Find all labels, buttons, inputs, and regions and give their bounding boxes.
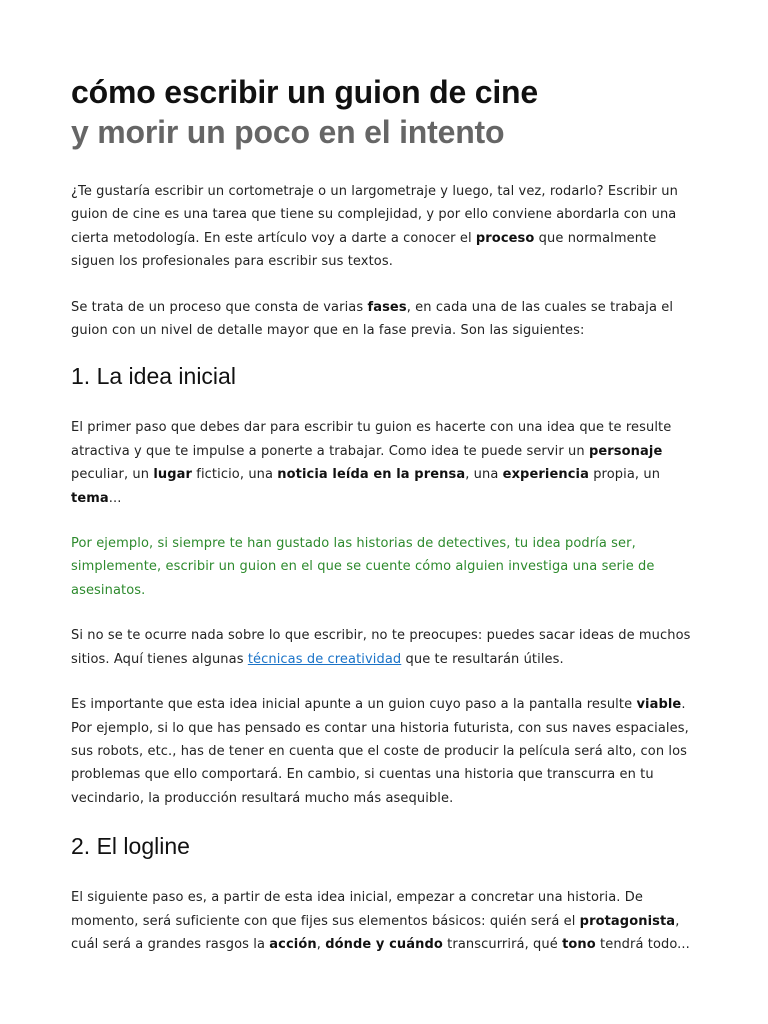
text-run: ¿Te gustaría escribir un cortometraje o un largometraje y luego, tal vez, rodarlo? Escribir un guion de cine es una tarea que tiene su complejidad, y por ello conviene abordarla con una cierta metodología. En este artículo voy a darte a conocer el (71, 184, 678, 246)
bold-text: fases (367, 299, 407, 315)
section1-paragraph-1 (71, 416, 697, 510)
bold-text: protagonista (579, 913, 676, 929)
bold-text: dónde y cuándo (325, 936, 443, 952)
text-run: que te resultarán útiles. (401, 651, 564, 667)
bold-text: tema (71, 490, 109, 506)
text-run: Es importante que esta idea inicial apunte a un guion cuyo paso a la pantalla resulte (71, 697, 637, 713)
text-run: , una (465, 467, 503, 483)
text-run: transcurrirá, qué (442, 936, 563, 952)
bold-text: proceso (475, 230, 535, 246)
intro-paragraph-1 (71, 180, 697, 274)
bold-text: viable (636, 697, 682, 713)
article-title (71, 72, 697, 152)
bold-text: experiencia (502, 467, 589, 483)
text-run: , cuál será a grandes rasgos la (71, 913, 680, 952)
text-run: ... (108, 490, 122, 506)
text-run: El primer paso que debes dar para escribir tu guion es hacerte con una idea que te resulte atractiva y que te impulse a ponerte a trabajar. Como idea te puede servir un (71, 420, 672, 459)
section1-paragraph-3 (71, 624, 697, 671)
text-run: El siguiente paso es, a partir de esta idea inicial, empezar a concretar una historia. De momento, será suficiente con que fijes sus elementos básicos: quién será el (71, 890, 643, 929)
text-run: que normalmente siguen los profesionales para escribir sus textos. (71, 230, 657, 270)
section-heading-idea-inicial: 1. La idea inicial (71, 363, 236, 390)
creativity-techniques-link[interactable]: técnicas de creatividad (247, 651, 402, 667)
bold-text: lugar (153, 467, 193, 483)
text-run: propia, un (588, 467, 661, 483)
text-run: peculiar, un (71, 467, 154, 483)
text-run: . Por ejemplo, si lo que has pensado es contar una historia futurista, con sus naves espaciales, sus robots, etc., has de tener en cuenta que el coste de producir la película será alto, con los problemas que ello comportará. En cambio, si cuentas una historia que transcurra en tu vecindario, la producción resultará mucho más asequible. (71, 697, 689, 806)
bold-text: personaje (588, 443, 663, 459)
text-run: tendrá todo... (595, 936, 690, 952)
section-heading-logline: 2. El logline (71, 833, 190, 860)
section1-paragraph-4 (71, 693, 697, 810)
text-run: , en cada una de las cuales se trabaja el guion con un nivel de detalle mayor que en la fase previa. Son las siguientes: (71, 299, 674, 339)
bold-text: tono (562, 936, 596, 952)
example-paragraph: Por ejemplo, si siempre te han gustado las historias de detectives, tu idea podría ser, simplemente, escribir un guion en el que se cuente cómo alguien investiga una serie de asesinatos. (71, 536, 655, 598)
title-line-2: y morir un poco en el intento (71, 114, 505, 150)
bold-text: noticia leída en la prensa (277, 467, 466, 483)
article (71, 72, 697, 978)
text-run: Si no se te ocurre nada sobre lo que escribir, no te preocupes: puedes sacar ideas de muchos sitios. Aquí tienes algunas (71, 628, 691, 667)
text-run: Se trata de un proceso que consta de varias (71, 299, 368, 315)
text-run: , (316, 936, 326, 952)
title-line-1: cómo escribir un guion de cine (71, 74, 538, 110)
intro-paragraph-2 (71, 296, 697, 343)
text-run: ficticio, una (192, 467, 278, 483)
section2-paragraph-1 (71, 886, 697, 956)
bold-text: acción (269, 936, 317, 952)
